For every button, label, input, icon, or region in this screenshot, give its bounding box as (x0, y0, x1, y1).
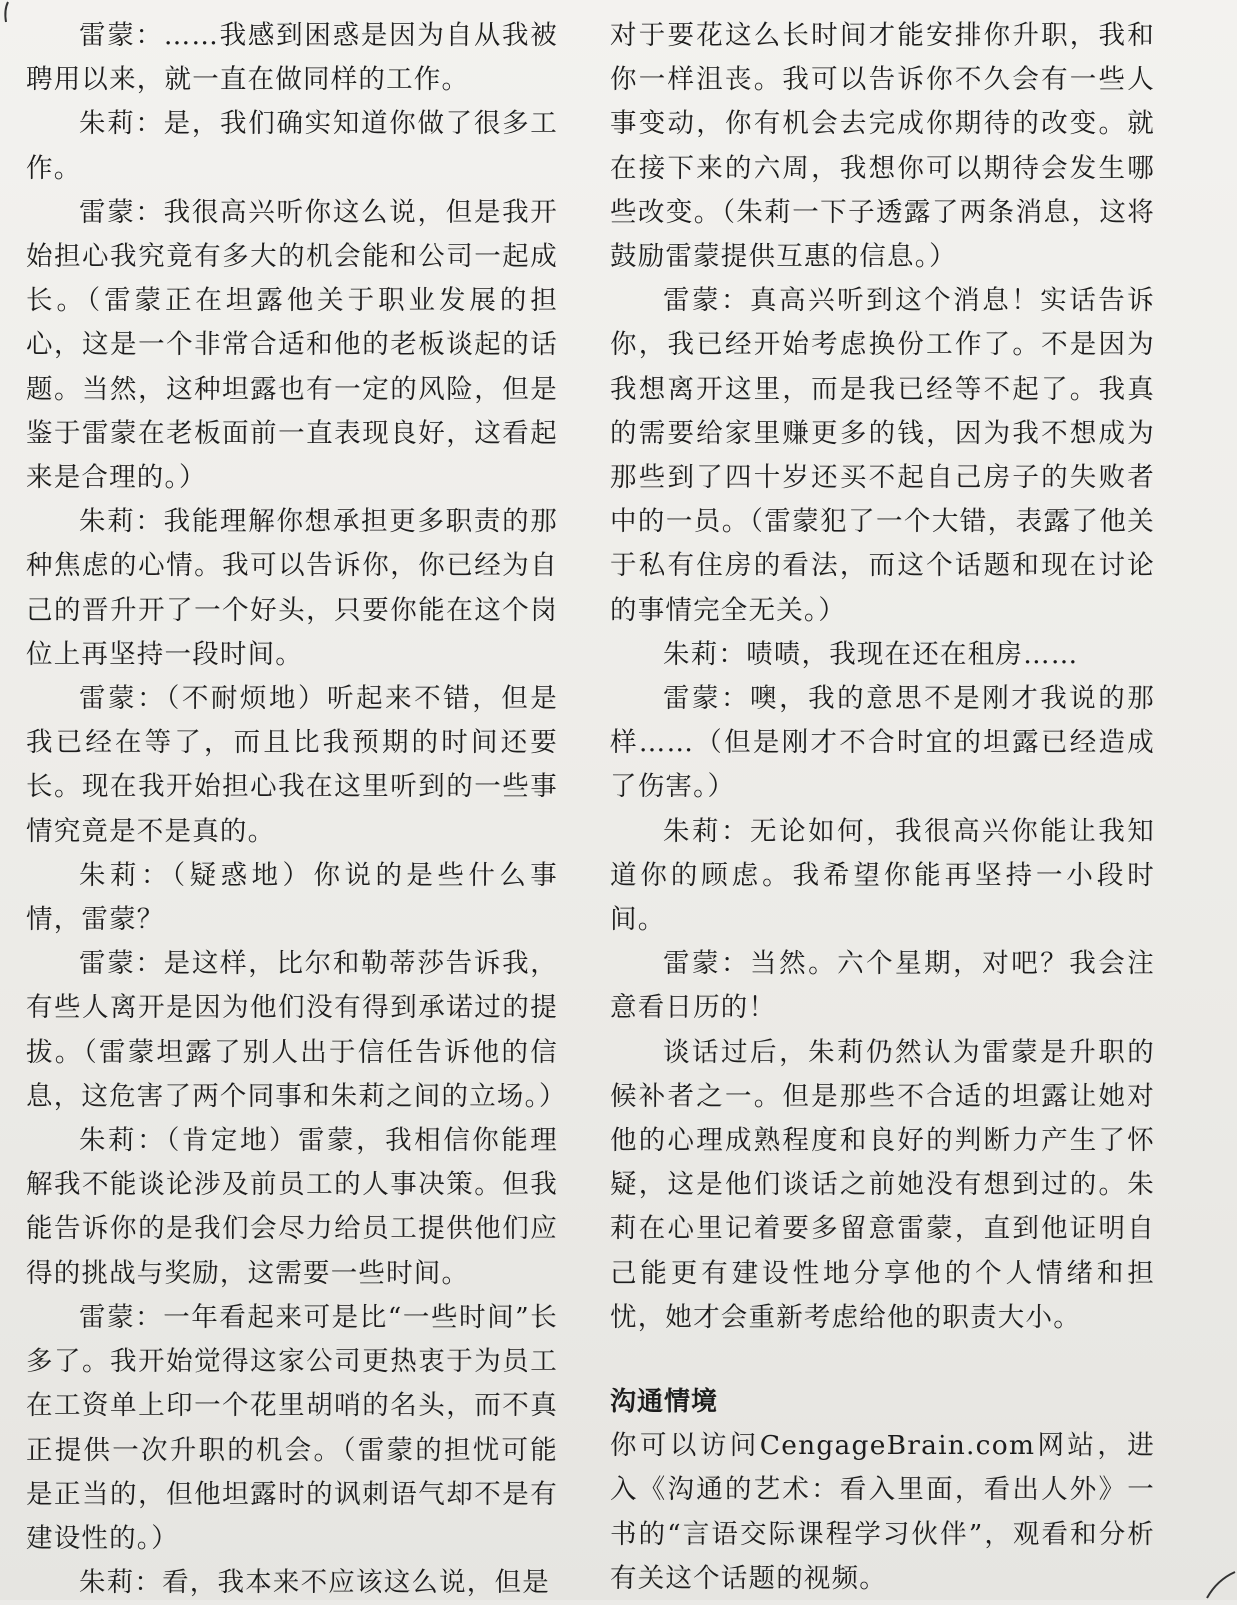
paragraph: 雷蒙：……我感到困惑是因为自从我被聘用以来，就一直在做同样的工作。 (26, 20, 558, 96)
paragraph: 雷蒙：真高兴听到这个消息！实话告诉你，我已经开始考虑换份工作了。不是因为我想离开这里，而是我已经等不起了。我真的需要给家里赚更多的钱，因为我不想成为那些到了四十岁还买不起自己房子的失败者中的一员。（雷蒙犯了一个大错，表露了他关于私有住房的看法，而这个话题和现在讨论的事情完全无关。） (610, 285, 1155, 626)
paragraph: 朱莉：我能理解你想承担更多职责的那种焦虑的心情。我可以告诉你，你已经为自己的晋升开了一个好头，只要你能在这个岗位上再坚持一段时间。 (26, 506, 558, 670)
paragraph: 朱莉：是，我们确实知道你做了很多工作。 (26, 108, 558, 184)
paragraph: 朱莉：啧啧，我现在还在租房…… (663, 638, 1079, 670)
paragraph: 对于要花这么长时间才能安排你升职，我和你一样沮丧。我可以告诉你不久会有一些人事变动，你有机会去完成你期待的改变。就在接下来的六周，我想你可以期待会发生哪些改变。（朱莉一下子透露了两条消息，这将鼓励雷蒙提供互惠的信息。） (610, 20, 1155, 273)
paragraph: 雷蒙：当然。六个星期，对吧？我会注意看日历的！ (610, 948, 1155, 1024)
paragraph: 雷蒙：是这样，比尔和勒蒂莎告诉我，有些人离开是因为他们没有得到承诺过的提拔。（雷蒙坦露了别人出于信任告诉他的信息，这危害了两个同事和朱莉之间的立场。） (26, 948, 567, 1112)
paragraph: 雷蒙：一年看起来可是比“一些时间”长多了。我开始觉得这家公司更热衷于为员工在工资单上印一个花里胡哨的名头，而不真正提供一次升职的机会。（雷蒙的担忧可能是正当的，但他坦露时的讽刺语气却不是有建设性的。） (26, 1301, 558, 1554)
paragraph: 雷蒙：我很高兴听你这么说，但是我开始担心我究竟有多大的机会能和公司一起成长。（雷蒙正在坦露他关于职业发展的担心，这是一个非常合适和他的老板谈起的话题。当然，这种坦露也有一定的风险，但是鉴于雷蒙在老板面前一直表现良好，这看起来是合理的。） (26, 196, 558, 494)
paragraph: 朱莉：看，我本来不应该这么说，但是 (79, 1567, 550, 1599)
right-column (610, 14, 1155, 1601)
paragraph: 谈话过后，朱莉仍然认为雷蒙是升职的候补者之一。但是那些不合适的坦露让她对他的心理成熟程度和良好的判断力产生了怀疑，这是他们谈话之前她没有想到过的。朱莉在心里记着要多留意雷蒙，直到他证明自己能更有建设性地分享他的个人情绪和担忧，她才会重新考虑给他的职责大小。 (610, 1036, 1155, 1333)
paragraph: 朱莉：（疑惑地）你说的是些什么事情，雷蒙？ (26, 859, 558, 936)
paragraph: 朱莉：无论如何，我很高兴你能让我知道你的顾虑。我希望你能再坚持一小段时间。 (610, 815, 1155, 936)
section-body: 你可以访问CengageBrain.com网站，进入《沟通的艺术：看入里面，看出人外》一书的“言语交际课程学习伙伴”，观看和分析有关这个话题的视频。 (610, 1430, 1155, 1594)
paragraph: 雷蒙：（不耐烦地）听起来不错，但是我已经在等了，而且比我预期的时间还要长。现在我开始担心我在这里听到的一些事情究竟是不是真的。 (26, 683, 558, 847)
page-corner-mark (1177, 1520, 1237, 1600)
paragraph: 朱莉：（肯定地）雷蒙，我相信你能理解我不能谈论涉及前员工的人事决策。但我能告诉你的是我们会尽力给员工提供他们应得的挑战与奖励，这需要一些时间。 (26, 1125, 558, 1289)
left-column (26, 14, 567, 1605)
section-heading: 沟通情境 (610, 1387, 719, 1418)
paragraph: 雷蒙：噢，我的意思不是刚才我说的那样……（但是刚才不合时宜的坦露已经造成了伤害。） (610, 683, 1155, 803)
